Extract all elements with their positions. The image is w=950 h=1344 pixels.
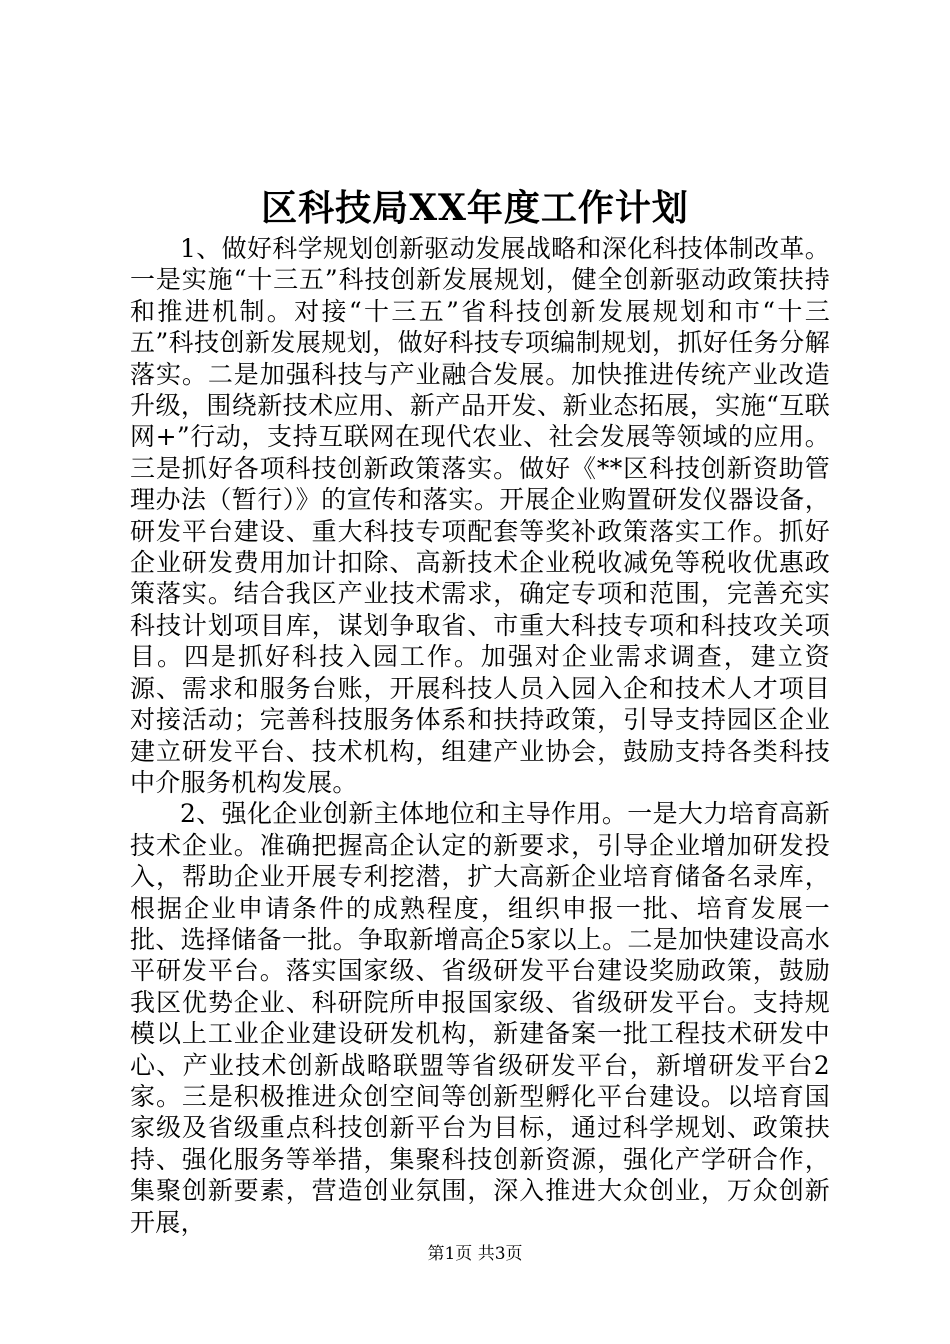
document-title: 区科技局XX年度工作计划 (261, 187, 689, 229)
paragraph-2: 2、强化企业创新主体地位和主导作用。一是大力培育高新技术企业。准确把握高企认定的新要求，引导企业增加研发投入，帮助企业开展专利挖潜，扩大高新企业培育储备名录库，根据企业申请条件的成熟程度，组织申报一批、培育发展一批、选择储备一批。争取新增高企5家以上。二是加快建设高水平研发平台。落实国家级、省级研发平台建设奖励政策，鼓励我区优势企业、科研院所申报国家级、省级研发平台。支持规模以上工业企业建设研发机构，新建备案一批工程技术研发中心、产业技术创新战略联盟等省级研发平台，新增研发平台2家。三是积极推进众创空间等创新型孵化平台建设。以培育国家级及省级重点科技创新平台为目标，通过科学规划、政策扶持、强化服务等举措，集聚科技创新资源，强化产学研合作，集聚创新要素，营造创业氛围，深入推进大众创业，万众创新开展， (130, 799, 830, 1237)
paragraph-1: 1、做好科学规划创新驱动发展战略和深化科技体制改革。一是实施“十三五”科技创新发展规划，健全创新驱动政策扶持和推进机制。对接“十三五”省科技创新发展规划和市“十三五”科技创新发展规划，做好科技专项编制规划，抓好任务分解落实。二是加强科技与产业融合发展。加快推进传统产业改造升级，围绕新技术应用、新产品开发、新业态拓展，实施“互联网+”行动，支持互联网在现代农业、社会发展等领域的应用。三是抓好各项科技创新政策落实。做好《**区科技创新资助管理办法（暂行）》的宣传和落实。开展企业购置研发仪器设备，研发平台建设、重大科技专项配套等奖补政策落实工作。抓好企业研发费用加计扣除、高新技术企业税收减免等税收优惠政策落实。结合我区产业技术需求，确定专项和范围，完善充实科技计划项目库，谋划争取省、市重大科技专项和科技攻关项目。四是抓好科技入园工作。加强对企业需求调查，建立资源、需求和服务台账，开展科技人员入园入企和技术人才项目对接活动；完善科技服务体系和扶持政策，引导支持园区企业建立研发平台、技术机构，组建产业协会，鼓励支持各类科技中介服务机构发展。 (130, 234, 830, 797)
page-footer: 第1页 共3页 (427, 1244, 523, 1264)
document-body (130, 233, 830, 1238)
